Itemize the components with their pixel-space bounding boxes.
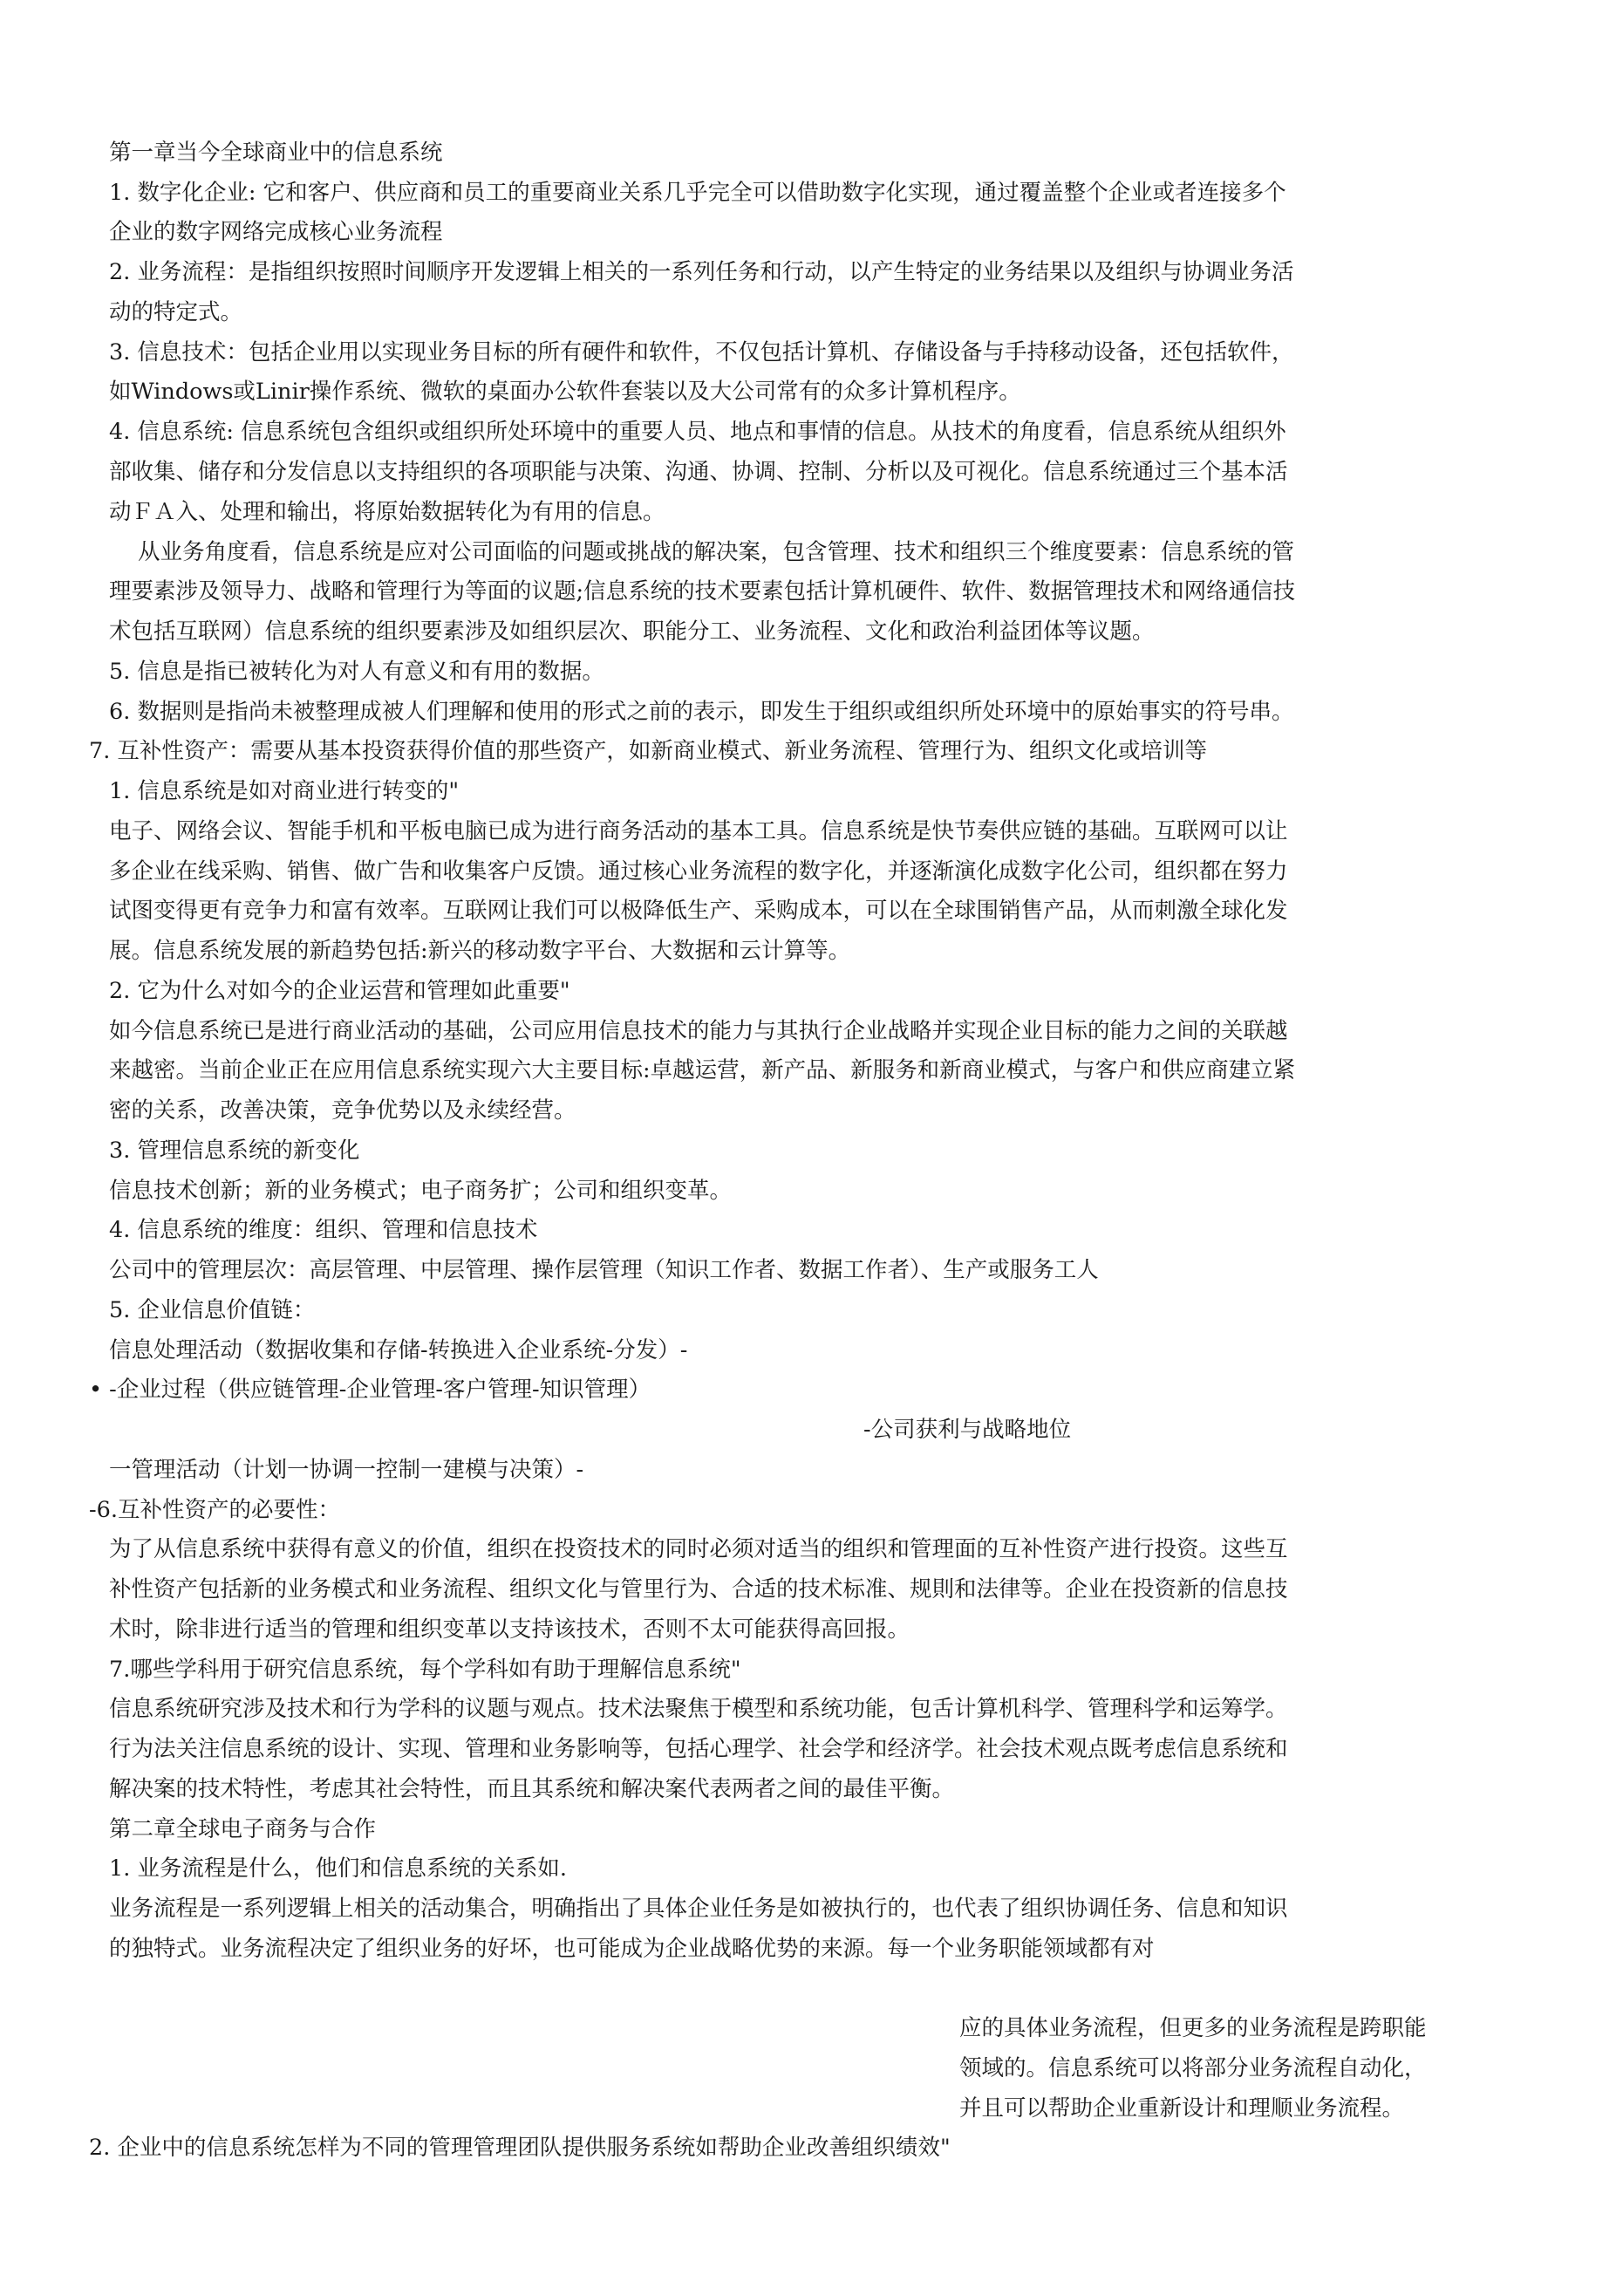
text-line: • -企业过程（供应链管理-企业管理-客户管理-知识管理） [89,1377,651,1403]
text-line: 多企业在线采购、销售、做广告和收集客户反馈。通过核心业务流程的数字化，并逐渐演化成数字化公司，组织都在努力 [109,858,1288,885]
text-line: 7. 互补性资产：需要从基本投资获得价值的那些资产，如新商业模式、新业务流程、管理行为、组织文化或培训等 [89,738,1207,764]
text-line: 试图变得更有竞争力和富有效率。互联网让我们可以极降低生产、采购成本，可以在全球围销售产品，从而刺激全球化发 [109,898,1288,924]
chapter-2-heading: 第二章全球电子商务与合作 [109,1816,377,1842]
text-line: 补性资产包括新的业务模式和业务流程、组织文化与管里行为、合适的技术标准、规則和法律等。企业在投资新的信息技 [109,1576,1288,1602]
text-line: 公司中的管理层次：高层管理、中层管理、操作层管理（知识工作者、数据工作者）、生产或服务工人 [109,1257,1099,1283]
text-line: 领域的。信息系统可以将部分业务流程自动化， [959,2055,1427,2081]
text-line: 为了从信息系统中获得有意义的价值，组织在投资技术的同时必须对适当的组织和管理面的互补性资产进行投资。这些互 [109,1536,1288,1562]
text-line: 2. 业务流程：是指组织按照时间顺序开发逻辑上相关的一系列任务和行动，以产生特定的业务结果以及组织与协调业务活 [109,259,1294,285]
text-line: 企业的数字网络完成核心业务流程 [109,219,443,245]
text-line: 术时，除非进行适当的管理和组织变革以支持该技术，否则不太可能获得高回报。 [109,1616,910,1643]
text-line: 动ＦＡ入、处理和输出，将原始数据转化为有用的信息。 [109,499,665,525]
text-line: 部收集、储存和分发信息以支持组织的各项职能与决策、沟通、协调、控制、分析以及可视化。信息系统通过三个基本活 [109,459,1288,485]
question-heading: 1. 业务流程是什么，他们和信息系统的关系如. [109,1855,568,1882]
text-line: 来越密。当前企业正在应用信息系统实现六大主要目标:卓越运营，新产品、新服务和新商业模式，与客户和供应商建立紧 [109,1057,1296,1083]
text-line: 信息处理活动（数据收集和存储-转换进入企业系统-分发）- [109,1337,688,1363]
question-heading: 4. 信息系统的维度：组织、管理和信息技术 [109,1217,538,1243]
text-line: 从业务角度看，信息系统是应对公司面临的问题或挑战的解决案，包含管理、技术和组织三个维度要素：信息系统的管 [138,539,1295,565]
text-line: 5. 信息是指已被转化为对人有意义和有用的数据。 [109,659,604,685]
text-line: 的独特式。业务流程决定了组织业务的好坏，也可能成为企业战略优势的来源。每一个业务职能领域都有对 [109,1936,1155,1962]
text-line: 如今信息系统已是进行商业活动的基础，公司应用信息技术的能力与其执行企业战略并实现企业目标的能力之间的关联越 [109,1018,1288,1044]
text-line: 信息技术创新；新的业务模式；电子商务扩；公司和组织变革。 [109,1178,733,1204]
text-line: 并且可以帮助企业重新设计和理顺业务流程。 [959,2095,1405,2122]
question-heading: 1. 信息系统是如对商业进行转变的" [109,778,460,804]
text-line: 信息系统研究涉及技术和行为学科的议题与观点。技术法聚焦于模型和系统功能，包舌计算机科学、管理科学和运筹学。 [109,1696,1288,1722]
text-line: -公司获利与战略地位 [863,1417,1072,1443]
text-line: 展。信息系统发展的新趋势包括:新兴的移动数字平台、大数据和云计算等。 [109,938,851,964]
text-line: 密的关系，改善决策，竞争优势以及永续经营。 [109,1097,576,1124]
question-heading: 5. 企业信息价值链： [109,1297,316,1323]
text-line: 一管理活动（计划一协调一控制一建模与决策）- [109,1457,584,1483]
text-line: 4. 信息系统: 信息系统包含组织或组织所处环境中的重要人员、地点和事情的信息。从技术的角度看，信息系统从组织外 [109,419,1286,445]
question-heading: 7.哪些学科用于研究信息系统，每个学科如有助于理解信息系统" [109,1657,741,1683]
question-heading: 2. 它为什么对如今的企业运营和管理如此重要" [109,978,570,1004]
text-line: 应的具体业务流程，但更多的业务流程是跨职能 [959,2015,1427,2041]
text-line: 动的特定式。 [109,299,243,325]
text-line: 解决案的技术特性，考虑其社会特性，而且其系统和解决案代表两者之间的最佳平衡。 [109,1776,955,1802]
chapter-1-heading: 第一章当今全球商业中的信息系统 [109,140,443,166]
text-line: 行为法关注信息系统的设计、实现、管理和业务影响等，包括心理学、社会学和经济学。社会技术观点既考虑信息系统和 [109,1736,1288,1762]
text-line: 电子、网络会议、智能手机和平板电脑已成为进行商务活动的基本工具。信息系统是快节奏供应链的基础。互联网可以让 [109,818,1288,844]
text-line: 理要素涉及领导力、战略和管理行为等面的议题;信息系统的技术要素包括计算机硬件、软件、数据管理技术和网络通信技 [109,578,1296,605]
question-heading: 3. 管理信息系统的新变化 [109,1138,360,1164]
text-line: 6. 数据则是指尚未被整理成被人们理解和使用的形式之前的表示，即发生于组织或组织所处环境中的原始事实的符号串。 [109,699,1294,725]
text-line: 1. 数字化企业: 它和客户、供应商和员工的重要商业关系几乎完全可以借助数字化实现，通过覆盖整个企业或者连接多个 [109,180,1286,206]
question-heading: 2. 企业中的信息系统怎样为不同的管理管理团队提供服务系统如帮助企业改善组织绩效" [89,2135,951,2161]
question-heading: -6.互补性资产的必要性： [89,1497,340,1523]
text-line: 术包括互联网）信息系统的组织要素涉及如组织层次、职能分工、业务流程、文化和政治利益团体等议题。 [109,618,1155,645]
text-line: 业务流程是一系列逻辑上相关的活动集合，明确指出了具体企业任务是如被执行的，也代表了组织协调任务、信息和知识 [109,1896,1288,1922]
text-line: 3. 信息技术：包括企业用以实现业务目标的所有硬件和软件，不仅包括计算机、存储设备与手持移动设备，还包括软件， [109,339,1294,366]
text-line: 如Windows或Linir操作系统、微软的桌面办公软件套装以及大公司常有的众多计算机程序。 [109,379,1021,405]
